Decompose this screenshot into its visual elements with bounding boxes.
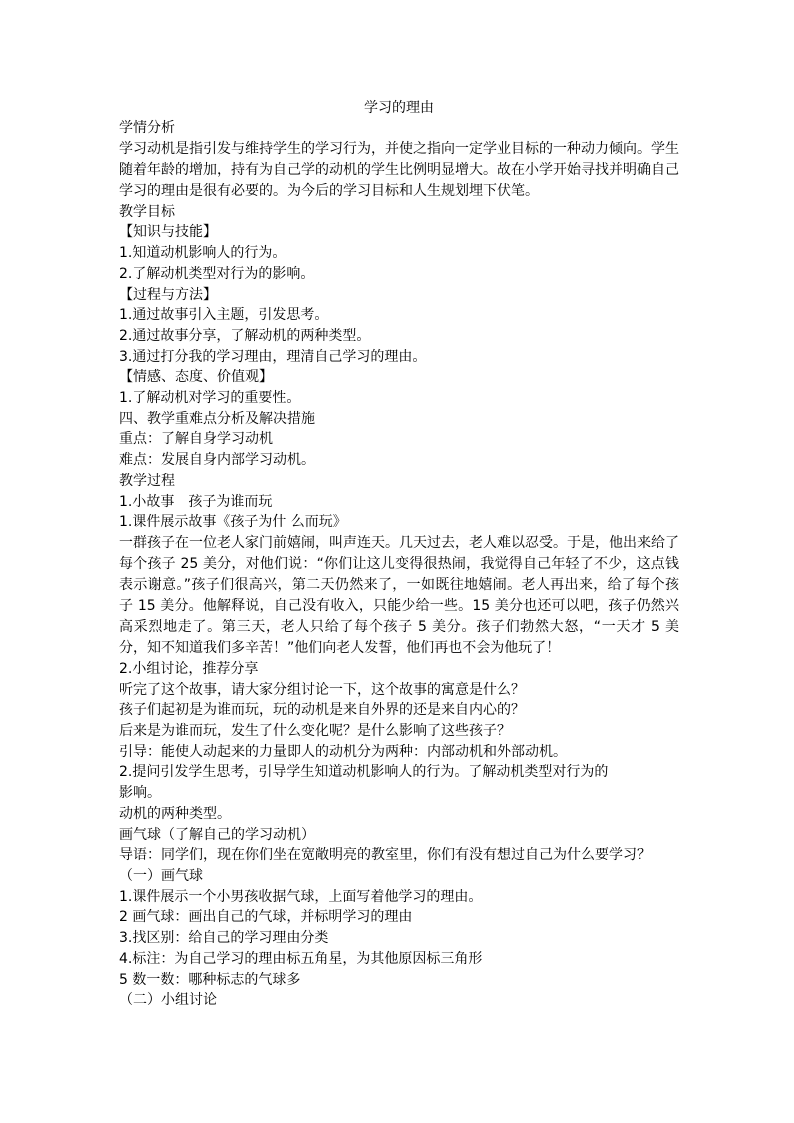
list-item: 5 数一数：哪种标志的气球多 xyxy=(119,971,301,988)
section-heading-key-points: 四、教学重难点分析及解决措施 xyxy=(119,410,315,427)
guidance-text: 引导：能使人动起来的力量即人的动机分为两种：内部动机和外部动机。 xyxy=(119,743,567,760)
section-heading-goals: 教学目标 xyxy=(119,203,175,220)
list-item: 2.了解动机类型对行为的影响。 xyxy=(119,265,315,282)
discussion-question: 孩子们起初是为谁而玩，玩的动机是来自外界的还是来自内心的？ xyxy=(119,702,525,719)
list-item: 1.知道动机影响人的行为。 xyxy=(119,245,287,262)
list-item: 1.课件展示一个小男孩收据气球，上面写着他学习的理由。 xyxy=(119,888,483,905)
paragraph-story: 一群孩子在一位老人家门前嬉闹，叫声连天。几天过去，老人难以忍受。于是，他出来给了每个孩子 25 美分，对他们说：“你们让这儿变得很热闹，我觉得自己年轻了不少，这点钱表示谢意。”孩子们很高兴，第二天仍然来了，一如既往地嬉闹。老人再出来，给了每个孩子 15 美分。他解释说，自己没有收入，只能少给一些。15 美分也还可以吧，孩子仍然兴高采烈地走了。第三天，老人只给了每个孩子 5 美分。孩子们勃然大怒，“一天才 5 美分，知不知道我们多辛苦！”他们向老人发誓，他们再也不会为他玩了！ xyxy=(119,534,679,656)
discussion-question: 听完了这个故事，请大家分组讨论一下，这个故事的寓意是什么？ xyxy=(119,681,525,698)
list-item: 2 画气球：画出自己的气球，并标明学习的理由 xyxy=(119,909,413,926)
intro-text: 导语：同学们，现在你们坐在宽敞明亮的教室里，你们有没有想过自己为什么要学习？ xyxy=(119,847,651,864)
difficult-point-text: 难点：发展自身内部学习动机。 xyxy=(119,452,315,469)
key-point-text: 重点：了解自身学习动机 xyxy=(119,431,273,448)
section-heading-learning-analysis: 学情分析 xyxy=(119,120,175,136)
subheading-knowledge-skills: 【知识与技能】 xyxy=(119,224,217,241)
section-heading-process: 教学过程 xyxy=(119,472,175,489)
list-item: 2.通过故事分享，了解动机的两种类型。 xyxy=(119,327,371,344)
list-item: 4.标注：为自己学习的理由标五角星，为其他原因标三角形 xyxy=(119,950,483,967)
list-item: 1.了解动机对学习的重要性。 xyxy=(119,390,301,407)
text-line: 动机的两种类型。 xyxy=(119,805,231,822)
list-item: 1.课件展示故事《孩子为什 么而玩》 xyxy=(119,514,347,531)
subheading-draw-balloon: （一）画气球 xyxy=(119,867,203,884)
subheading-process-method: 【过程与方法】 xyxy=(119,286,217,303)
text-line: 影响。 xyxy=(119,785,161,802)
list-item: 1.小故事 孩子为谁而玩 xyxy=(119,493,273,510)
document-page xyxy=(119,98,679,1011)
discussion-question: 后来是为谁而玩，发生了什么变化呢？是什么影响了这些孩子？ xyxy=(119,723,511,740)
list-item: 3.找区别：给自己的学习理由分类 xyxy=(119,930,329,947)
document-title: 学习的理由 xyxy=(364,100,434,116)
paragraph-motivation-intro: 学习动机是指引发与维持学生的学习行为，并使之指向一定学业目标的一种动力倾向。学生随着年龄的增加，持有为自己学的动机的学生比例明显增大。故在小学开始寻找并明确自己学习的理由是很有必要的。为今后的学习目标和人生规划埋下伏笔。 xyxy=(119,140,679,199)
list-item: 2.小组讨论，推荐分享 xyxy=(119,660,259,677)
subheading-group-discussion: （二）小组讨论 xyxy=(119,992,217,1009)
list-item: 3.通过打分我的学习理由，理清自己学习的理由。 xyxy=(119,348,427,365)
list-item: 1.通过故事引入主题，引发思考。 xyxy=(119,307,329,324)
list-item: 2.提问引发学生思考，引导学生知道动机影响人的行为。了解动机类型对行为的 xyxy=(119,764,609,781)
subheading-attitude-values: 【情感、态度、价值观】 xyxy=(119,369,273,386)
section-heading-balloon: 画气球（了解自己的学习动机） xyxy=(119,826,315,843)
